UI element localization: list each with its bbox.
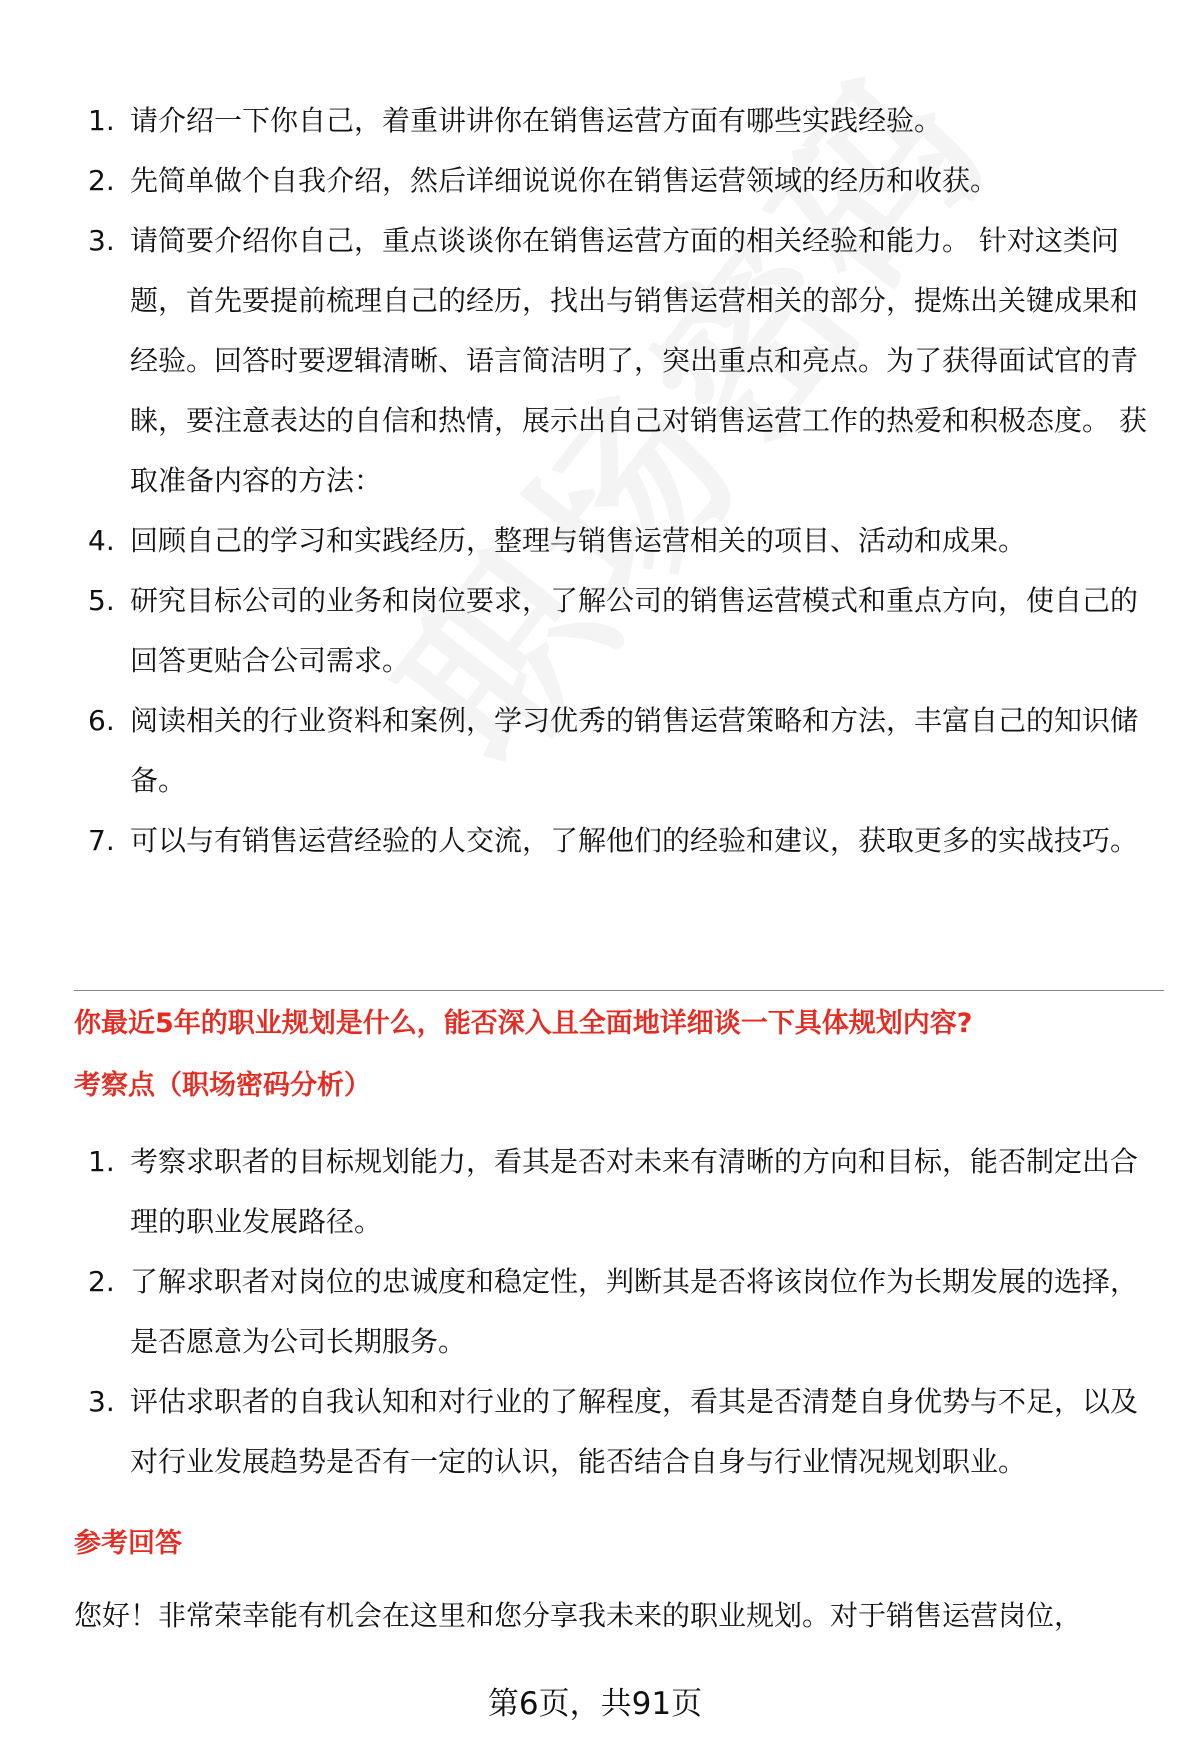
list-text: 考察求职者的目标规划能力，看其是否对未来有清晰的方向和目标，能否制定出合理的职业发展路径。	[130, 1145, 1139, 1238]
list-text: 研究目标公司的业务和岗位要求，了解公司的销售运营模式和重点方向，使自己的回答更贴合公司需求。	[130, 584, 1139, 677]
list-text: 评估求职者的自我认知和对行业的了解程度，看其是否清楚自身优势与不足，以及对行业发展趋势是否有一定的认识，能否结合自身与行业情况规划职业。	[130, 1385, 1139, 1478]
list-text: 阅读相关的行业资料和案例，学习优秀的销售运营策略和方法，丰富自己的知识储备。	[130, 704, 1139, 797]
list-number: 1.	[88, 1145, 115, 1178]
list-number: 5.	[88, 584, 115, 617]
list-number: 3.	[88, 1385, 115, 1418]
list-item	[88, 151, 1163, 211]
list-number: 2.	[88, 164, 115, 197]
list-number: 3.	[88, 224, 115, 257]
analysis-point-list	[88, 1132, 1163, 1492]
list-text: 请介绍一下你自己，着重讲讲你在销售运营方面有哪些实践经验。	[130, 104, 943, 137]
page-number-footer: 第6页，共91页	[487, 1686, 703, 1722]
analysis-heading: 考察点（职场密码分析）	[74, 1070, 371, 1101]
list-item	[88, 1252, 1163, 1372]
list-number: 6.	[88, 704, 115, 737]
list-number: 7.	[88, 824, 115, 857]
list-item	[88, 571, 1163, 691]
list-text: 回顾自己的学习和实践经历，整理与销售运营相关的项目、活动和成果。	[130, 524, 1027, 557]
list-item	[88, 91, 1163, 151]
answer-heading: 参考回答	[74, 1528, 182, 1559]
list-item	[88, 1372, 1163, 1492]
question-heading: 你最近5年的职业规划是什么，能否深入且全面地详细谈一下具体规划内容?	[74, 1008, 973, 1039]
answer-paragraph: 您好！非常荣幸能有机会在这里和您分享我未来的职业规划。对于销售运营岗位，	[74, 1599, 1083, 1632]
list-item	[88, 1132, 1163, 1252]
list-number: 2.	[88, 1265, 115, 1298]
list-number: 4.	[88, 524, 115, 557]
interview-question-list	[88, 91, 1163, 871]
list-item	[88, 511, 1163, 571]
list-number: 1.	[88, 104, 115, 137]
list-item	[88, 211, 1163, 511]
list-item	[88, 811, 1163, 871]
list-item	[88, 691, 1163, 811]
list-text: 可以与有销售运营经验的人交流，了解他们的经验和建议，获取更多的实战技巧。	[130, 824, 1139, 857]
list-text: 先简单做个自我介绍，然后详细说说你在销售运营领域的经历和收获。	[130, 164, 999, 197]
section-divider	[74, 990, 1164, 991]
list-text: 了解求职者对岗位的忠诚度和稳定性，判断其是否将该岗位作为长期发展的选择，是否愿意为公司长期服务。	[130, 1265, 1139, 1358]
list-text: 请简要介绍你自己，重点谈谈你在销售运营方面的相关经验和能力。 针对这类问题，首先要提前梳理自己的经历，找出与销售运营相关的部分，提炼出关键成果和经验。回答时要逻辑清晰、语言简洁明了，突出重点和亮点。为了获得面试官的青睐，要注意表达的自信和热情，展示出自己对销售运营工作的热爱和积极态度。 获取准备内容的方法：	[130, 224, 1147, 497]
